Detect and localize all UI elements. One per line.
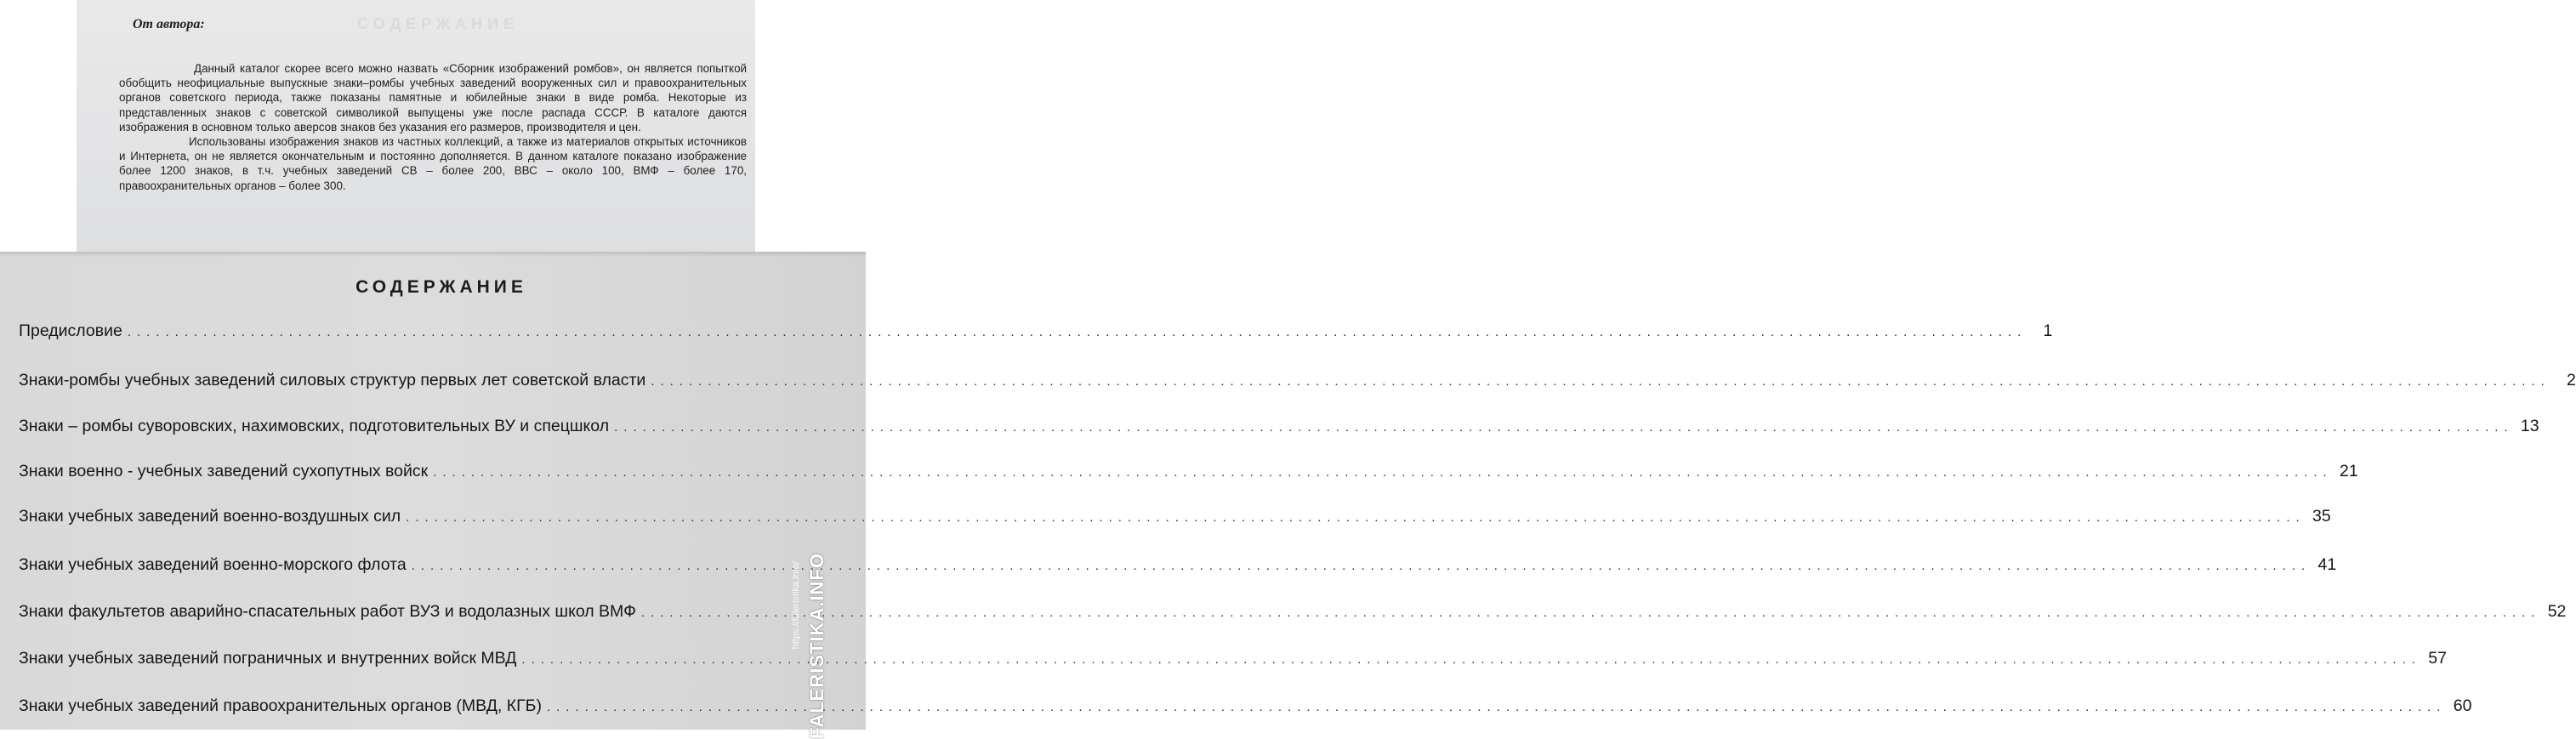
- toc-entry-label: Знаки учебных заведений военно-воздушных сил: [19, 507, 401, 526]
- toc-entry-label: Знаки учебных заведений пограничных и внутренних войск МВД: [19, 649, 517, 668]
- contents-title: СОДЕРЖАНИЕ: [355, 277, 527, 297]
- toc-entry-preface: [19, 321, 2053, 347]
- toc-entry-label: Знаки военно - учебных заведений сухопутных войск: [19, 462, 429, 480]
- toc-entry-page: 21: [2340, 462, 2358, 480]
- toc-leader-dots: ........................................................................................................................................................................................................: [433, 465, 2333, 480]
- toc-entry-navy: [19, 555, 2337, 581]
- toc-leader-dots: ........................................................................................................................................................................................................: [521, 652, 2421, 667]
- author-note-page: [77, 0, 755, 252]
- contents-page: [0, 252, 2576, 730]
- toc-entry-page: 35: [2312, 507, 2331, 526]
- toc-leader-dots: ........................................................................................................................................................................................................: [640, 605, 2541, 620]
- toc-entry-page: 60: [2453, 696, 2472, 715]
- site-watermark: [791, 553, 840, 739]
- toc-entry-page: 57: [2428, 649, 2447, 668]
- author-note-paragraph-1: Данный каталог скорее всего можно назвать «Сборник изображений ромбов», он является попыткой обобщить неофициальные выпускные знаки–ромбы учебных заведений вооруженных сил и правоохранительных органов советского периода, также показаны памятные и юбилейные знаки в виде ромба. Некоторые из представленных знаков с советской символикой выпущены уже после распада СССР. В каталоге даются изображения в основном только аверсов знаков без указания его размеров, производителя и цен.: [119, 62, 747, 134]
- author-note-heading: От автора:: [133, 17, 205, 31]
- toc-entry-page: 13: [2520, 417, 2539, 435]
- toc-entry-page: 1: [2043, 321, 2053, 340]
- toc-entry-label: Знаки учебных заведений правоохранительных органов (МВД, КГБ): [19, 696, 542, 715]
- toc-entry-rescue-diving: [19, 602, 2567, 628]
- toc-entry-label: Предисловие: [19, 321, 122, 340]
- toc-entry-law-enforcement: [19, 696, 2472, 722]
- toc-leader-dots: ........................................................................................................................................................................................................: [411, 559, 2312, 573]
- toc-entry-ground-forces: [19, 462, 2358, 487]
- toc-leader-dots: ........................................................................................................................................................................................................: [614, 420, 2514, 435]
- author-note-paragraph-2: Использованы изображения знаков из частных коллекций, а также из материалов открытых источников и Интернета, он не является окончательным и постоянно дополняется. В данном каталоге показано изображение более 1200 знаков, в т.ч. учебных заведений СВ – более 200, ВВС – около 100, ВМФ – более 170, правоохранительных органов – более 300.: [119, 135, 747, 192]
- toc-leader-dots: ........................................................................................................................................................................................................: [406, 510, 2306, 525]
- toc-entry-label: Знаки-ромбы учебных заведений силовых структур первых лет советской власти: [19, 371, 646, 389]
- toc-entry-page: 52: [2547, 602, 2567, 621]
- toc-leader-dots: ........................................................................................................................................................................................................: [651, 374, 2550, 389]
- toc-leader-dots: ........................................................................................................................................................................................................: [127, 325, 2027, 339]
- watermark-url: https://faleristika.info/: [791, 561, 801, 650]
- toc-entry-page: 2: [2566, 371, 2576, 389]
- toc-entry-label: Знаки – ромбы суворовских, нахимовских, подготовительных ВУ и спецшкол: [19, 417, 610, 435]
- bleed-through-text: СОДЕРЖАНИЕ: [357, 15, 520, 32]
- toc-entry-label: Знаки учебных заведений военно-морского флота: [19, 555, 407, 574]
- watermark-site-name: FALERISTIKA.INFO: [806, 553, 827, 739]
- author-note-body: [119, 61, 747, 193]
- toc-entry-page: 41: [2317, 555, 2337, 574]
- toc-entry-suvorov: [19, 417, 2539, 442]
- toc-entry-label: Знаки факультетов аварийно-спасательных работ ВУЗ и водолазных школ ВМФ: [19, 602, 636, 621]
- toc-entry-border-internal: [19, 649, 2447, 674]
- toc-entry-air-force: [19, 507, 2331, 532]
- toc-entry-early-soviet: [19, 371, 2576, 396]
- toc-leader-dots: ........................................................................................................................................................................................................: [546, 700, 2447, 714]
